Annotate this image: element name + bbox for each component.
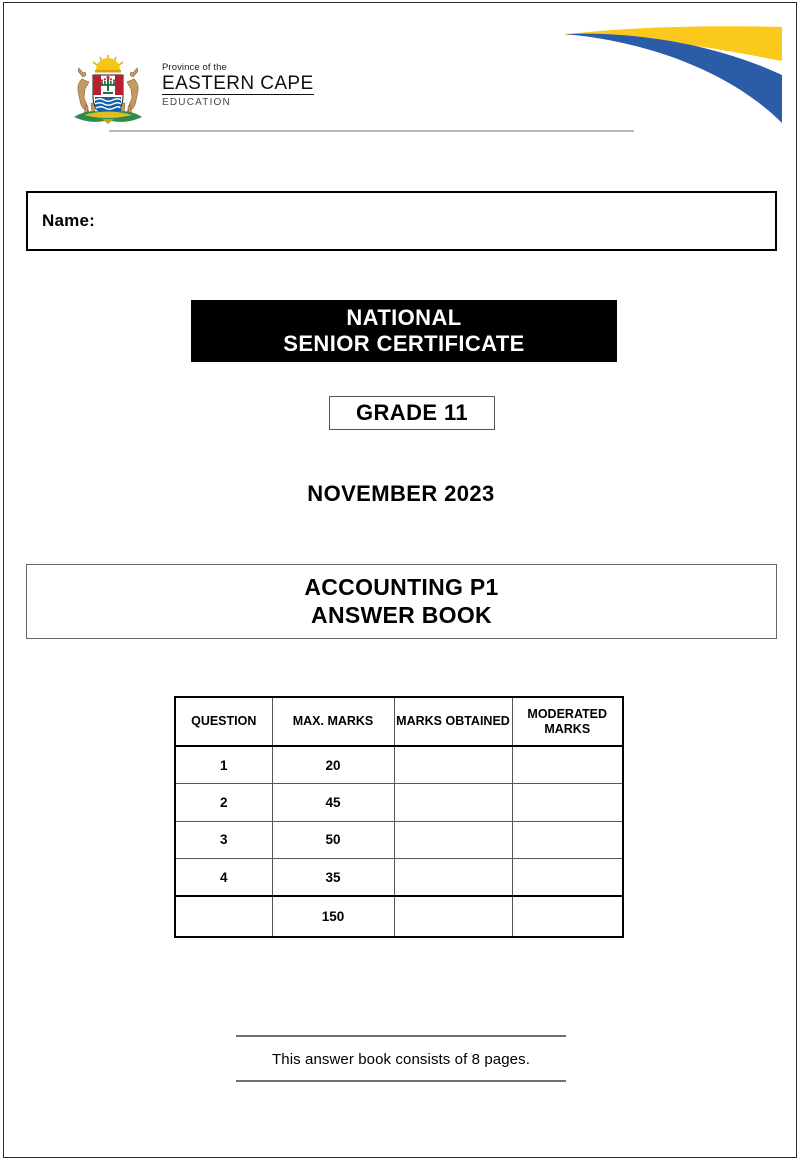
column-header-moderated-marks: MODERATED MARKS — [512, 697, 623, 746]
cell-marks-obtained[interactable] — [394, 821, 512, 859]
subject-subtitle: ANSWER BOOK — [311, 601, 492, 628]
logo-department-line: EDUCATION — [162, 96, 231, 108]
cell-moderated-marks[interactable] — [512, 859, 623, 897]
cell-marks-obtained[interactable] — [394, 784, 512, 822]
page-footer — [236, 1035, 566, 1082]
subject-box — [26, 564, 777, 639]
cell-max-marks: 45 — [272, 784, 394, 822]
name-field-label: Name: — [42, 211, 95, 230]
eastern-cape-education-logo — [62, 53, 314, 125]
table-row — [175, 859, 623, 897]
certificate-banner-line-2: SENIOR CERTIFICATE — [283, 331, 525, 356]
cell-max-marks: 20 — [272, 746, 394, 784]
logo-region-line: EASTERN CAPE — [162, 72, 314, 94]
cell-question: 1 — [175, 746, 272, 784]
blue-yellow-swoosh-icon — [550, 19, 790, 135]
cell-total-question — [175, 896, 272, 937]
eastern-cape-coat-of-arms-icon — [62, 53, 154, 125]
table-row — [175, 746, 623, 784]
cell-total-moderated-marks[interactable] — [512, 896, 623, 937]
page-count-note: This answer book consists of 8 pages. — [272, 1051, 530, 1068]
table-row — [175, 821, 623, 859]
cell-question: 2 — [175, 784, 272, 822]
certificate-banner-line-1: NATIONAL — [346, 305, 462, 331]
cell-total-marks-obtained[interactable] — [394, 896, 512, 937]
column-header-marks-obtained: MARKS OBTAINED — [394, 697, 512, 746]
cell-moderated-marks[interactable] — [512, 784, 623, 822]
logo-province-line: Province of the — [162, 62, 227, 73]
name-field[interactable] — [26, 191, 777, 251]
marks-summary-table — [174, 696, 624, 938]
cell-max-marks: 50 — [272, 821, 394, 859]
page-header — [4, 3, 796, 143]
table-row — [175, 784, 623, 822]
grade-label: GRADE 11 — [355, 400, 469, 425]
logo-wordmark — [162, 53, 314, 108]
cell-moderated-marks[interactable] — [512, 746, 623, 784]
subject-title: ACCOUNTING P1 — [304, 573, 499, 600]
column-header-question: QUESTION — [175, 697, 272, 746]
table-total-row — [175, 896, 623, 937]
cell-marks-obtained[interactable] — [394, 746, 512, 784]
certificate-banner — [191, 300, 617, 362]
cell-marks-obtained[interactable] — [394, 859, 512, 897]
column-header-max-marks: MAX. MARKS — [272, 697, 394, 746]
grade-box — [329, 396, 495, 430]
table-header-row — [175, 697, 623, 746]
cell-moderated-marks[interactable] — [512, 821, 623, 859]
footer-rule-bottom — [236, 1080, 566, 1082]
cell-max-marks: 35 — [272, 859, 394, 897]
cell-question: 4 — [175, 859, 272, 897]
exam-date: NOVEMBER 2023 — [307, 481, 495, 506]
cell-question: 3 — [175, 821, 272, 859]
cell-total-max-marks: 150 — [272, 896, 394, 937]
answer-book-page — [3, 2, 797, 1158]
